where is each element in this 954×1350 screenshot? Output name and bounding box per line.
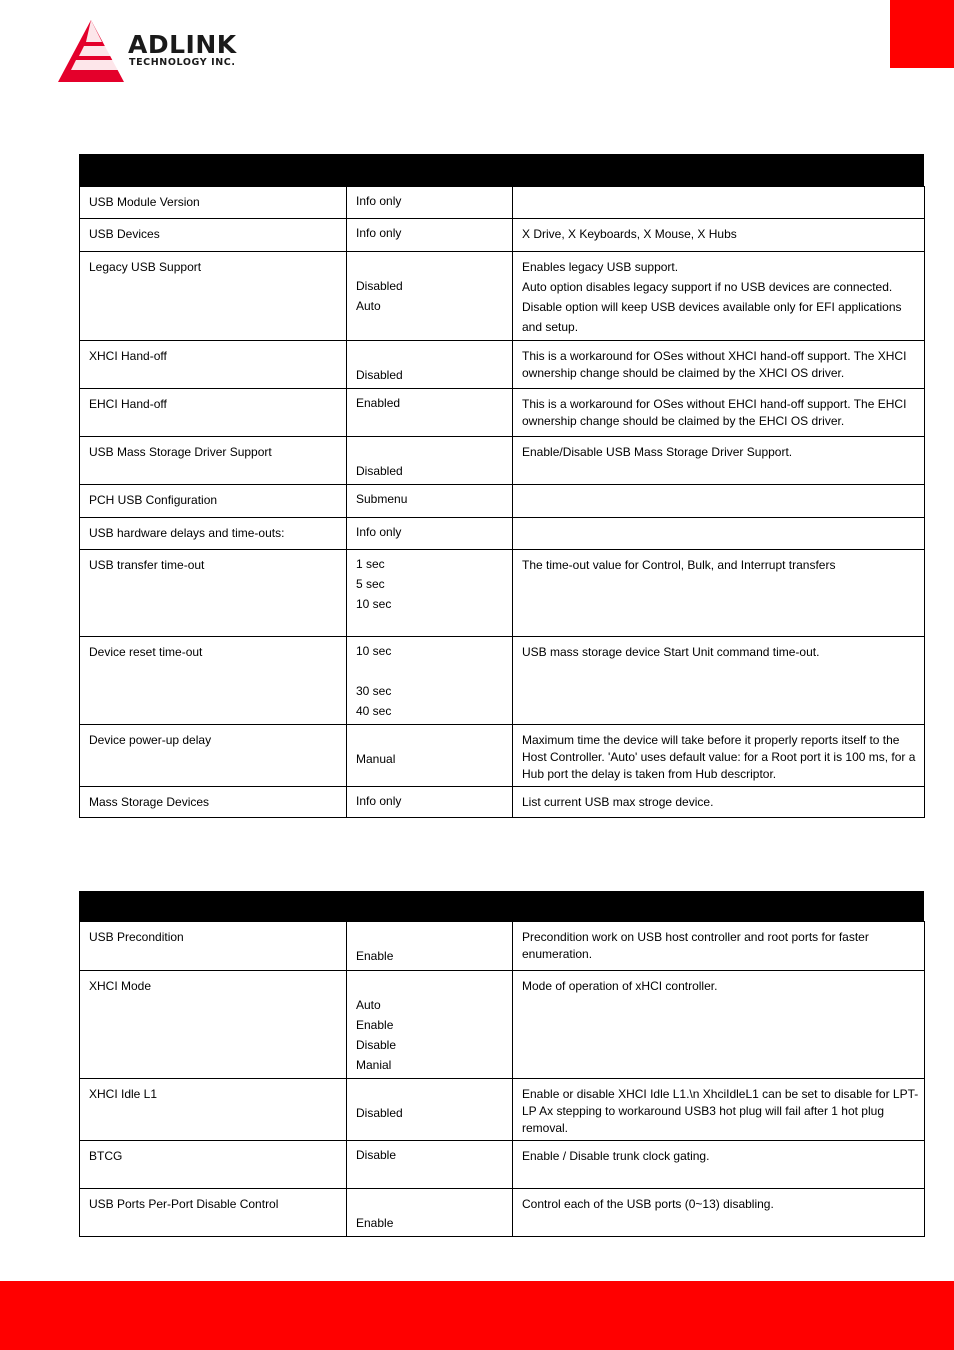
pch-usb-configuration-table	[79, 891, 924, 1237]
setting-name: Device reset time-out	[89, 645, 203, 659]
setting-options-cell	[347, 485, 513, 518]
adlink-logo	[56, 18, 271, 88]
table-row	[80, 637, 925, 725]
pch-usb-configuration-grid	[79, 921, 925, 1237]
setting-description-cell	[513, 1079, 925, 1141]
setting-name: Device power-up delay	[89, 733, 212, 747]
setting-option: Auto	[356, 998, 381, 1012]
setting-name-cell	[80, 437, 347, 485]
setting-name-cell	[80, 187, 347, 219]
setting-description: The time-out value for Control, Bulk, and Interrupt transfers	[522, 558, 836, 572]
setting-option: 10 sec	[356, 644, 392, 658]
table-row	[80, 1079, 925, 1141]
setting-description-cell	[513, 1141, 925, 1189]
setting-description-cell	[513, 341, 925, 389]
setting-description-cell	[513, 787, 925, 818]
setting-name-cell	[80, 252, 347, 341]
setting-option	[356, 926, 509, 946]
setting-options-cell	[347, 518, 513, 550]
setting-option	[356, 1193, 509, 1213]
setting-description: Maximum time the device will take before it properly reports itself to the Host Controller. 'Auto' uses default value: for a Root port it is 100 ms, for a Hub port the delay is taken from Hub descriptor.	[522, 733, 916, 781]
setting-option: 5 sec	[356, 577, 385, 591]
setting-description: Enable/Disable USB Mass Storage Driver Support.	[522, 445, 793, 459]
setting-option	[356, 1083, 509, 1103]
setting-option: 40 sec	[356, 704, 392, 718]
setting-name: Legacy USB Support	[89, 260, 202, 274]
setting-option: 30 sec	[356, 684, 392, 698]
setting-description-cell	[513, 725, 925, 787]
setting-options-cell	[347, 1141, 513, 1189]
setting-option: 10 sec	[356, 597, 392, 611]
table-row	[80, 389, 925, 437]
table-header-bar	[79, 154, 924, 186]
usb-configuration-table	[79, 154, 924, 818]
setting-description-cell	[513, 485, 925, 518]
setting-option: Info only	[356, 525, 402, 539]
table-row	[80, 971, 925, 1079]
setting-description-cell	[513, 1189, 925, 1237]
setting-description-cell	[513, 187, 925, 219]
setting-description-cell	[513, 389, 925, 437]
usb-configuration-grid	[79, 186, 925, 818]
setting-name-cell	[80, 1079, 347, 1141]
table-row	[80, 550, 925, 637]
setting-option: Enable	[356, 1216, 394, 1230]
setting-description: X Drive, X Keyboards, X Mouse, X Hubs	[522, 227, 737, 241]
setting-option: Submenu	[356, 492, 408, 506]
table-row	[80, 922, 925, 971]
setting-option: Disabled	[356, 279, 403, 293]
setting-options-cell	[347, 252, 513, 341]
setting-description-cell	[513, 971, 925, 1079]
setting-option: Disable	[356, 1038, 397, 1052]
setting-description: This is a workaround for OSes without XHCI hand-off support. The XHCI ownership change should be claimed by the XHCI OS driver.	[522, 349, 907, 380]
setting-options-cell	[347, 341, 513, 389]
setting-name: USB hardware delays and time-outs:	[89, 526, 285, 540]
adlink-triangle-icon	[56, 18, 126, 86]
setting-description-cell	[513, 437, 925, 485]
setting-name-cell	[80, 787, 347, 818]
setting-option: Manual	[356, 752, 396, 766]
setting-option: Disable	[356, 1148, 397, 1162]
setting-description: Enables legacy USB support.	[522, 260, 679, 274]
table-row	[80, 341, 925, 389]
table-row	[80, 219, 925, 252]
setting-name-cell	[80, 518, 347, 550]
table-row	[80, 187, 925, 219]
setting-name: PCH USB Configuration	[89, 493, 218, 507]
setting-options-cell	[347, 550, 513, 637]
corner-tab	[890, 0, 954, 68]
setting-name: XHCI Mode	[89, 979, 152, 993]
footer-bar	[0, 1281, 954, 1350]
setting-option: Enable	[356, 1018, 394, 1032]
setting-option: 1 sec	[356, 557, 385, 571]
setting-description: Enable or disable XHCI Idle L1.\n XhciIdleL1 can be set to disable for LPT-LP Ax stepping to workaround USB3 hot plug will fail after 1 hot plug removal.	[522, 1087, 919, 1135]
setting-options-cell	[347, 725, 513, 787]
setting-option: Info only	[356, 794, 402, 808]
setting-options-cell	[347, 219, 513, 252]
table-row	[80, 1141, 925, 1189]
setting-option: Manial	[356, 1058, 392, 1072]
setting-name: USB Devices	[89, 227, 160, 241]
setting-name: USB transfer time-out	[89, 558, 205, 572]
setting-options-cell	[347, 1189, 513, 1237]
setting-description-cell	[513, 518, 925, 550]
setting-name: USB Precondition	[89, 930, 184, 944]
table-row	[80, 252, 925, 341]
setting-name-cell	[80, 922, 347, 971]
setting-option	[356, 975, 509, 995]
setting-description-cell	[513, 637, 925, 725]
setting-description: This is a workaround for OSes without EHCI hand-off support. The EHCI ownership change should be claimed by the EHCI OS driver.	[522, 397, 907, 428]
setting-options-cell	[347, 389, 513, 437]
setting-option: Disabled	[356, 464, 403, 478]
table-row	[80, 1189, 925, 1237]
setting-description: USB mass storage device Start Unit command time-out.	[522, 645, 820, 659]
setting-description: List current USB max stroge device.	[522, 795, 714, 809]
table-row	[80, 518, 925, 550]
setting-name: USB Module Version	[89, 195, 200, 209]
table-row	[80, 725, 925, 787]
setting-name: Mass Storage Devices	[89, 795, 210, 809]
setting-description-cell	[513, 550, 925, 637]
setting-name: XHCI Hand-off	[89, 349, 167, 363]
setting-description: Enable / Disable trunk clock gating.	[522, 1149, 710, 1163]
setting-name-cell	[80, 637, 347, 725]
setting-description: Precondition work on USB host controller and root ports for faster enumeration.	[522, 930, 869, 961]
setting-option: Auto	[356, 299, 381, 313]
setting-name-cell	[80, 971, 347, 1079]
setting-description: Auto option disables legacy support if no USB devices are connected.	[522, 280, 893, 294]
setting-name-cell	[80, 341, 347, 389]
setting-description-cell	[513, 922, 925, 971]
setting-options-cell	[347, 437, 513, 485]
table-row	[80, 485, 925, 518]
setting-option: Info only	[356, 226, 402, 240]
setting-option: Enable	[356, 949, 394, 963]
setting-name: XHCI Idle L1	[89, 1087, 158, 1101]
setting-description-cell	[513, 252, 925, 341]
setting-options-cell	[347, 922, 513, 971]
setting-option: Enabled	[356, 396, 401, 410]
setting-options-cell	[347, 971, 513, 1079]
setting-option	[356, 256, 509, 276]
setting-name: USB Ports Per-Port Disable Control	[89, 1197, 279, 1211]
setting-name-cell	[80, 219, 347, 252]
setting-description: Disable option will keep USB devices available only for EFI applications and setup.	[522, 300, 902, 334]
setting-name-cell	[80, 1189, 347, 1237]
setting-option	[356, 441, 509, 461]
setting-option	[356, 661, 509, 681]
setting-options-cell	[347, 187, 513, 219]
setting-description: Control each of the USB ports (0~13) disabling.	[522, 1197, 774, 1211]
setting-options-cell	[347, 787, 513, 818]
setting-name-cell	[80, 550, 347, 637]
setting-name-cell	[80, 485, 347, 518]
table-row	[80, 437, 925, 485]
setting-options-cell	[347, 1079, 513, 1141]
setting-description-cell	[513, 219, 925, 252]
logo-wordmark: ADLINK	[128, 30, 237, 59]
setting-options-cell	[347, 637, 513, 725]
logo-subtitle: TECHNOLOGY INC.	[129, 57, 236, 68]
setting-name-cell	[80, 1141, 347, 1189]
setting-option: Disabled	[356, 368, 403, 382]
setting-name-cell	[80, 389, 347, 437]
setting-name-cell	[80, 725, 347, 787]
setting-option	[356, 345, 509, 365]
table-row	[80, 787, 925, 818]
setting-name: EHCI Hand-off	[89, 397, 167, 411]
setting-name: BTCG	[89, 1149, 123, 1163]
setting-option: Disabled	[356, 1106, 403, 1120]
setting-option: Info only	[356, 194, 402, 208]
setting-option	[356, 729, 509, 749]
setting-name: USB Mass Storage Driver Support	[89, 445, 272, 459]
table-header-bar	[79, 891, 924, 921]
setting-description: Mode of operation of xHCI controller.	[522, 979, 718, 993]
